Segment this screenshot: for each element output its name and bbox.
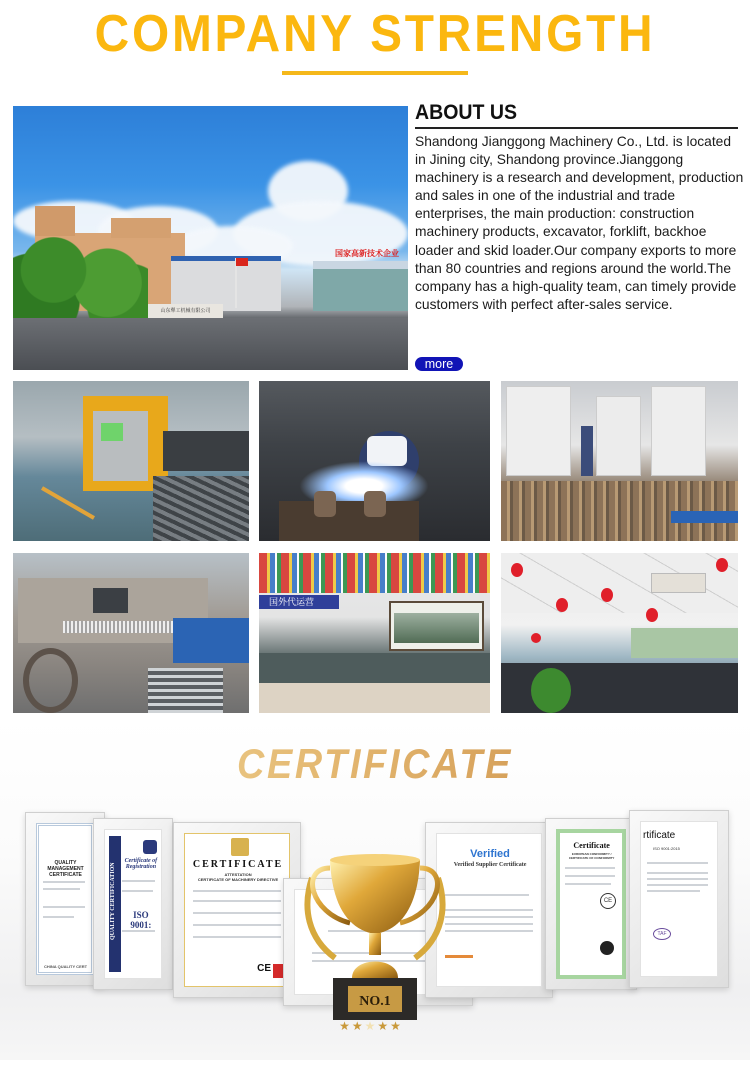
certificate-verified-supplier: Verified Verified Supplier Certificate (425, 822, 553, 998)
certificate-iso9001: QUALITY CERTIFICATION Certificate of Registration ISO 9001: (93, 818, 173, 990)
star-icon: ★ (351, 1019, 363, 1033)
gallery-photo-press-brake (13, 553, 249, 713)
star-icon: ★ (339, 1019, 350, 1033)
svg-text:NO.1: NO.1 (359, 994, 391, 1009)
star-icon: ★ (390, 1019, 401, 1033)
page-title: COMPANY STRENGTH (94, 5, 656, 63)
rating-stars (338, 1019, 402, 1033)
star-icon: ★ (364, 1019, 376, 1033)
gallery-photo-sales-office (501, 553, 738, 713)
gallery-photo-welding (259, 381, 490, 541)
gate-sign: 国家高新技术企业 (335, 249, 399, 258)
building-sign: 山东犟工机械有限公司 (148, 304, 223, 318)
title-underline (282, 71, 468, 75)
about-paragraph: Shandong Jianggong Machinery Co., Ltd. is located in Jining city, Shandong province.Jianggong machinery is a research and development, production and sales in one of the industrial and trade enterprises, the main production: construction machinery products, excavator, forklift, backhoe loader and skid loader.Our company exports to more than 80 countries and regions around the world.The company has a high-quality team, can timely provide customers with perfect after-sales service. (415, 134, 744, 312)
certificate-quality-management: QUALITY MANAGEMENT CERTIFICATE CHINA QUALITY CERT (25, 812, 105, 986)
certificate-iso9001-2015: rtificate ISO 9001:2015 TAF (629, 810, 729, 988)
about-divider (415, 127, 738, 129)
about-title: ABOUT US (415, 101, 517, 124)
gallery-photo-office-flags (259, 553, 490, 713)
gallery-photo-cnc (501, 381, 738, 541)
trophy-icon (300, 838, 450, 1023)
more-button[interactable]: more (415, 357, 463, 371)
gallery-photo-laser-cutting (13, 381, 249, 541)
office-banner: 国外代运营 (259, 595, 339, 609)
certificate-ce-machinery: CERTIFICATE ATTESTATION CERTIFICATE OF MACHINERY DIRECTIVE CE (173, 822, 301, 998)
star-icon: ★ (377, 1019, 389, 1033)
certificate-ce-conformity: Certificate EUROPEAN CONFORMITY / CERTIFICATE OF CONFORMITY CE (545, 818, 637, 990)
certificate-title: CERTIFICATE (38, 740, 713, 788)
factory-photo (13, 106, 408, 370)
